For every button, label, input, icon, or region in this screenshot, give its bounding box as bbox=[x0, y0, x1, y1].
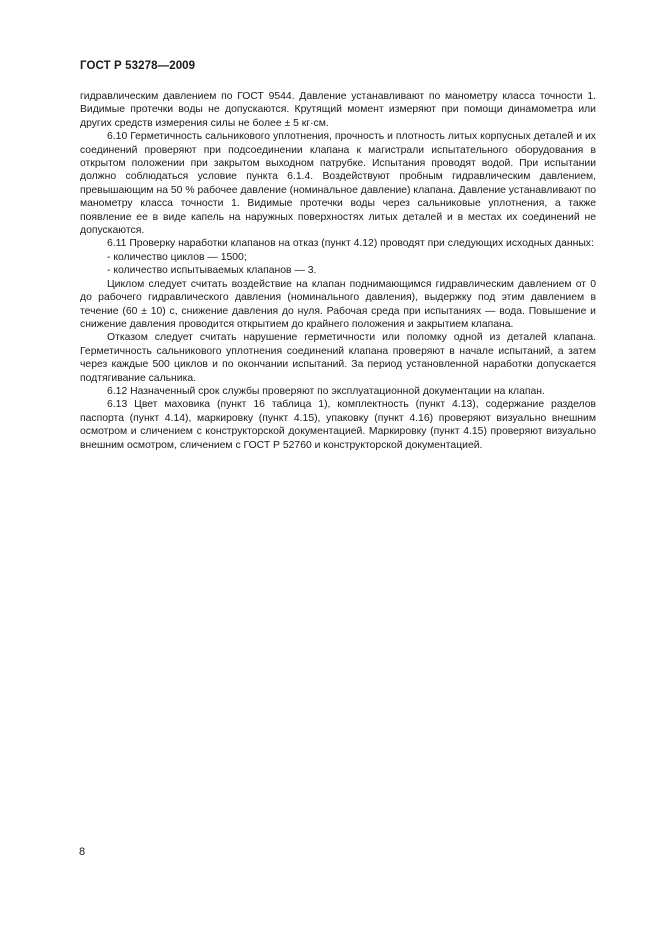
paragraph-6-12: 6.12 Назначенный срок службы проверяют по эксплуатационной документации на клапан. bbox=[107, 385, 545, 397]
page-number: 8 bbox=[79, 846, 86, 858]
paragraph-6-10: 6.10 Герметичность сальникового уплотнения, прочность и плотность литых корпусных деталей и их соединений проверяют при подсоединении клапана к магистрали испытательного оборудования в открытом положении при закрытом выходном патрубке. Испытания проводят водой. При испытании должно соблюдаться условие пункта 6.1.4. Воздействуют пробным гидравлическим давлением, превышающим на 50 % рабочее давление (номинальное давление) клапана. Давление устанавливают по манометру класса точности 1. Видимые протечки воды через сальниковые уплотнения, а также появление ее в виде капель на наружных поверхностях литых деталей и в местах их соединений не допускаются. bbox=[80, 131, 596, 237]
paragraph-continuation: гидравлическим давлением по ГОСТ 9544. Давление устанавливают по манометру класса точности 1. Видимые протечки воды не допускаются. Крутящий момент измеряют при помощи динамометра или других средств измерения силы не более ± 5 кг·см. bbox=[80, 91, 596, 129]
list-item-cycles: - количество циклов — 1500; bbox=[107, 251, 247, 263]
paragraph-failure-definition: Отказом следует считать нарушение герметичности или поломку одной из деталей клапана. Герметичность сальникового уплотнения соединений клапана проверяют в начале испытаний, а затем через каждые 500 циклов и по окончании испытаний. За период установленной наработки допускается подтягивание сальника. bbox=[80, 332, 596, 384]
document-body bbox=[80, 90, 596, 452]
paragraph-cycle-definition: Циклом следует считать воздействие на клапан поднимающимся гидравлическим давлением от 0 до рабочего гидравлического давления (номинального давления), выдержку под этим давлением в течение (60 ± 10) с, снижение давления до нуля. Рабочая среда при испытаниях — вода. Повышение и снижение давления проводится открытием до крайнего положения и закрытием клапана. bbox=[80, 278, 596, 330]
paragraph-6-13: 6.13 Цвет маховика (пункт 16 таблица 1), комплектность (пункт 4.13), содержание разделов паспорта (пункт 4.14), маркировку (пункт 4.15), упаковку (пункт 4.16) проверяют визуально внешним осмотром и сличением с конструкторской документацией. Маркировку (пункт 4.15) проверяют визуально внешним осмотром, сличением с ГОСТ Р 52760 и конструкторской документацией. bbox=[80, 399, 596, 451]
document-header: ГОСТ Р 53278—2009 bbox=[80, 60, 196, 72]
list-item-valves: - количество испытываемых клапанов — 3. bbox=[107, 265, 317, 277]
paragraph-6-11: 6.11 Проверку наработки клапанов на отказ (пункт 4.12) проводят при следующих исходных данных: bbox=[107, 238, 594, 250]
